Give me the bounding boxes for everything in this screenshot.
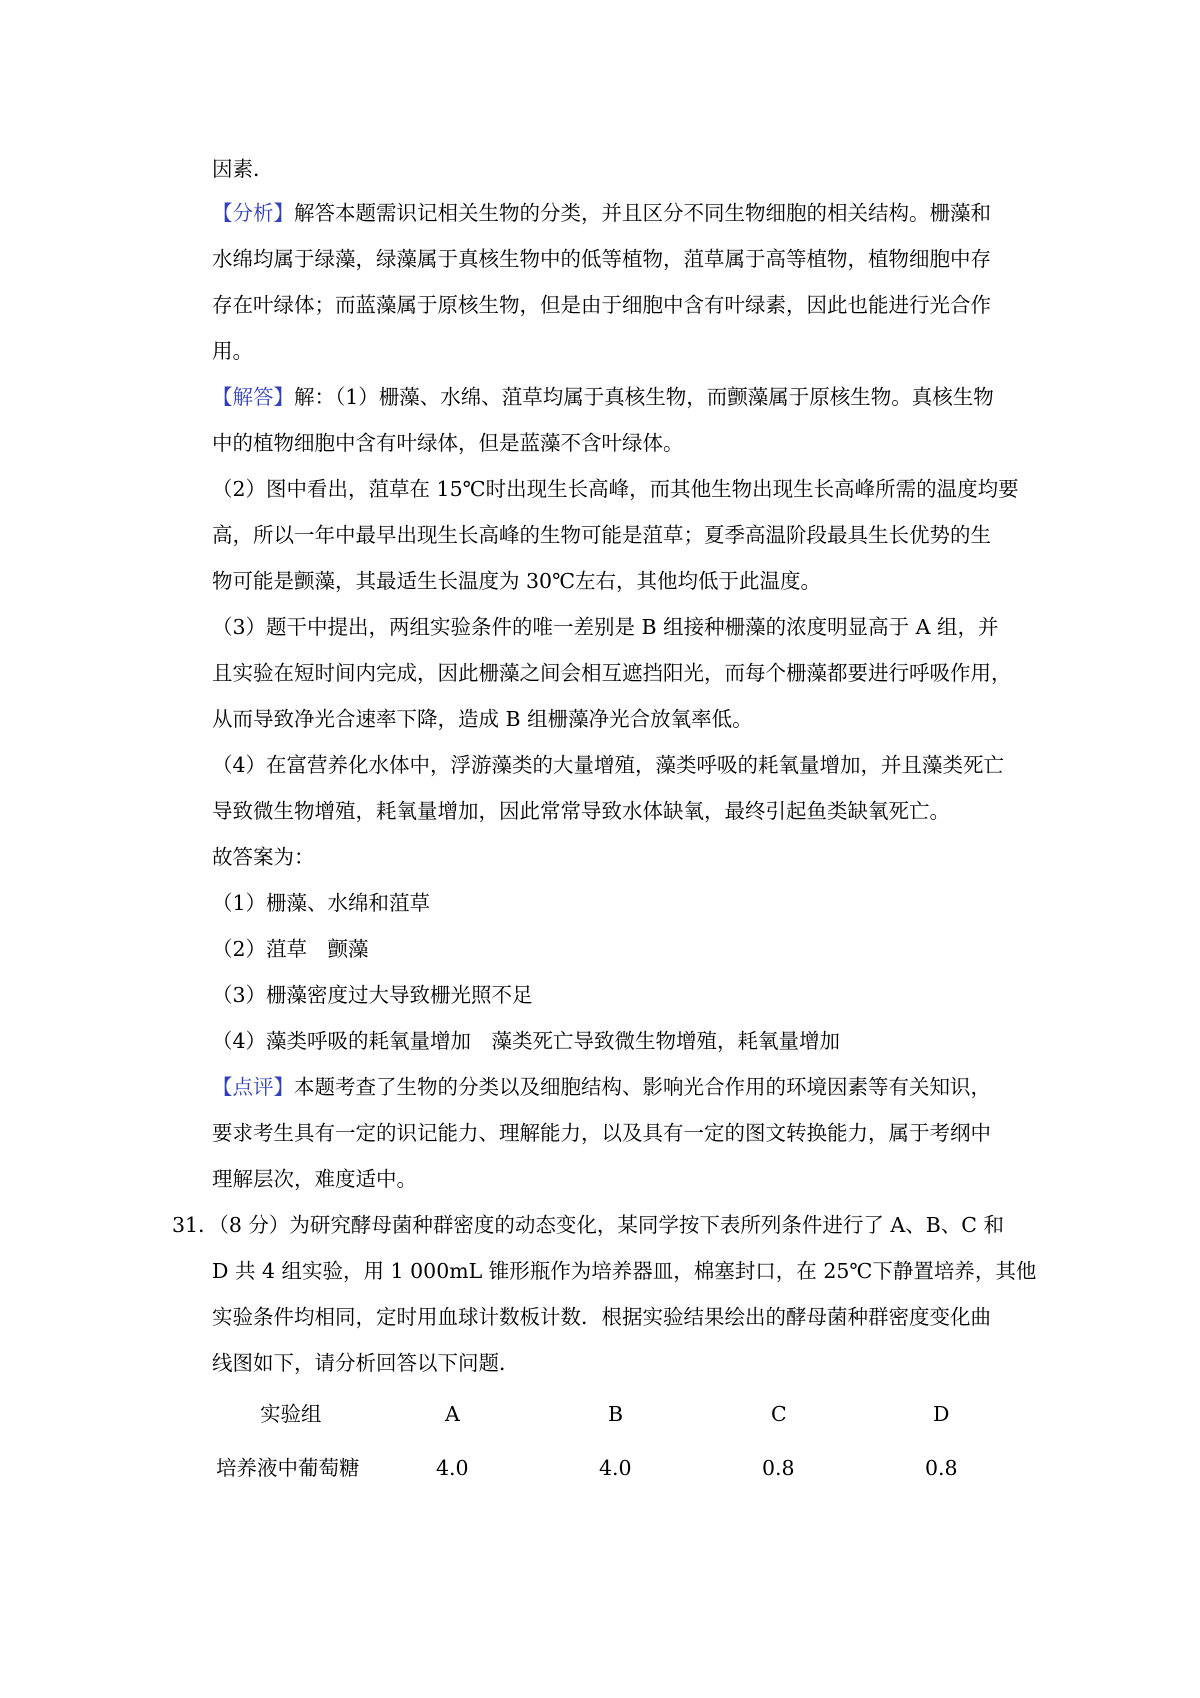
question-31-line-2: D 共 4 组实验，用 1 000mL 锥形瓶作为培养器皿，棉塞封口，在 25℃下静置培养，其他 bbox=[212, 1259, 1037, 1283]
answer-line-14: （3）栅藻密度过大导致栅光照不足 bbox=[212, 983, 533, 1007]
table-header-cell: D bbox=[933, 1402, 950, 1426]
comment-line-2: 要求考生具有一定的识记能力、理解能力，以及具有一定的图文转换能力，属于考纲中 bbox=[212, 1121, 991, 1145]
answer-line-10: 导致微生物增殖，耗氧量增加，因此常常导致水体缺氧，最终引起鱼类缺氧死亡。 bbox=[212, 799, 950, 823]
table-cell: 4.0 bbox=[436, 1456, 469, 1480]
answer-line-5: 物可能是颤藻，其最适生长温度为 30℃左右，其他均低于此温度。 bbox=[212, 569, 822, 593]
answer-line-15: （4）藻类呼吸的耗氧量增加 藻类死亡导致微生物增殖，耗氧量增加 bbox=[212, 1029, 841, 1053]
analysis-tag: 【分析】 bbox=[212, 201, 294, 225]
table-header-cell: A bbox=[445, 1402, 460, 1426]
comment-line-3: 理解层次，难度适中。 bbox=[212, 1167, 417, 1191]
comment-tag: 【点评】 bbox=[212, 1075, 294, 1099]
answer-line-2: 中的植物细胞中含有叶绿体，但是蓝藻不含叶绿体。 bbox=[212, 431, 684, 455]
answer-line-4: 高，所以一年中最早出现生长高峰的生物可能是菹草；夏季高温阶段最具生长优势的生 bbox=[212, 523, 991, 547]
question-31-line-1: 31．（8 分）为研究酵母菌种群密度的动态变化，某同学按下表所列条件进行了 A、B、C 和 bbox=[172, 1213, 1004, 1237]
table-cell: 4.0 bbox=[599, 1456, 632, 1480]
answer-line-8: 从而导致净光合速率下降，造成 B 组栅藻净光合放氧率低。 bbox=[212, 707, 753, 731]
analysis-line-1: 【分析】解答本题需识记相关生物的分类，并且区分不同生物细胞的相关结构。栅藻和 bbox=[212, 201, 991, 225]
continuation-line: 因素． bbox=[212, 157, 274, 181]
answer-tag: 【解答】 bbox=[212, 385, 294, 409]
answer-line-9: （4）在富营养化水体中，浮游藻类的大量增殖，藻类呼吸的耗氧量增加，并且藻类死亡 bbox=[212, 753, 1005, 777]
table-cell: 培养液中葡萄糖 bbox=[216, 1456, 360, 1480]
answer-line-11: 故答案为： bbox=[212, 845, 315, 869]
analysis-line-3: 存在叶绿体；而蓝藻属于原核生物，但是由于细胞中含有叶绿素，因此也能进行光合作 bbox=[212, 293, 991, 317]
analysis-line-2: 水绵均属于绿藻，绿藻属于真核生物中的低等植物，菹草属于高等植物，植物细胞中存 bbox=[212, 247, 991, 271]
answer-line-7: 且实验在短时间内完成，因此栅藻之间会相互遮挡阳光，而每个栅藻都要进行呼吸作用， bbox=[212, 661, 1012, 685]
comment-line-1: 【点评】本题考查了生物的分类以及细胞结构、影响光合作用的环境因素等有关知识， bbox=[212, 1075, 991, 1099]
answer-line-1: 【解答】解：（1）栅藻、水绵、菹草均属于真核生物，而颤藻属于原核生物。真核生物 bbox=[212, 385, 994, 409]
answer-line-3: （2）图中看出，菹草在 15℃时出现生长高峰，而其他生物出现生长高峰所需的温度均要 bbox=[212, 477, 1019, 501]
table-cell: 0.8 bbox=[925, 1456, 958, 1480]
answer-line-12: （1）栅藻、水绵和菹草 bbox=[212, 891, 431, 915]
table-cell: 0.8 bbox=[762, 1456, 795, 1480]
table-header-cell: B bbox=[608, 1402, 624, 1426]
answer-line-13: （2）菹草 颤藻 bbox=[212, 937, 369, 961]
question-number: 31． bbox=[172, 1213, 219, 1237]
question-31-line-3: 实验条件均相同，定时用血球计数板计数．根据实验结果绘出的酵母菌种群密度变化曲 bbox=[212, 1305, 991, 1329]
answer-line-6: （3）题干中提出，两组实验条件的唯一差别是 B 组接种栅藻的浓度明显高于 A 组，并 bbox=[212, 615, 999, 639]
question-31-line-4: 线图如下，请分析回答以下问题． bbox=[212, 1351, 520, 1375]
analysis-line-4: 用。 bbox=[212, 339, 253, 363]
table-header-cell: C bbox=[771, 1402, 787, 1426]
table-header-cell: 实验组 bbox=[260, 1402, 322, 1426]
